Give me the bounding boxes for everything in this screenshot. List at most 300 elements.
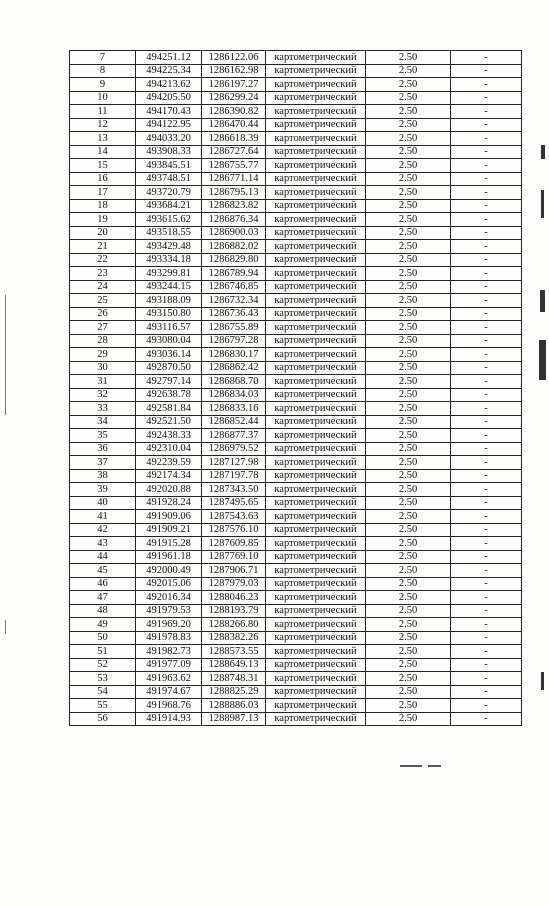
table-row <box>70 577 522 591</box>
method-cell: картометрический <box>266 51 366 65</box>
method-cell: картометрический <box>266 213 366 227</box>
y-coordinate-cell: 1286771.14 <box>202 172 266 186</box>
note-cell: - <box>451 280 522 294</box>
table-row <box>70 91 522 105</box>
note-cell: - <box>451 78 522 92</box>
accuracy-cell: 2.50 <box>366 91 451 105</box>
table-row <box>70 307 522 321</box>
table-row <box>70 618 522 632</box>
y-coordinate-cell: 1286299.24 <box>202 91 266 105</box>
point-number-cell: 56 <box>70 712 136 726</box>
y-coordinate-cell: 1286795.13 <box>202 186 266 200</box>
x-coordinate-cell: 494205.50 <box>136 91 202 105</box>
method-cell: картометрический <box>266 631 366 645</box>
y-coordinate-cell: 1286746.85 <box>202 280 266 294</box>
scan-mark <box>5 295 6 415</box>
table-row <box>70 564 522 578</box>
x-coordinate-cell: 493684.21 <box>136 199 202 213</box>
table-row <box>70 402 522 416</box>
method-cell: картометрический <box>266 456 366 470</box>
x-coordinate-cell: 494213.62 <box>136 78 202 92</box>
point-number-cell: 30 <box>70 361 136 375</box>
y-coordinate-cell: 1286868.70 <box>202 375 266 389</box>
coordinates-table <box>69 50 522 726</box>
y-coordinate-cell: 1286797.28 <box>202 334 266 348</box>
point-number-cell: 14 <box>70 145 136 159</box>
table-row <box>70 469 522 483</box>
note-cell: - <box>451 91 522 105</box>
x-coordinate-cell: 492581.84 <box>136 402 202 416</box>
table-row <box>70 118 522 132</box>
x-coordinate-cell: 491974.67 <box>136 685 202 699</box>
accuracy-cell: 2.50 <box>366 510 451 524</box>
table-row <box>70 253 522 267</box>
method-cell: картометрический <box>266 712 366 726</box>
y-coordinate-cell: 1287609.85 <box>202 537 266 551</box>
scan-mark <box>400 765 422 767</box>
table-row <box>70 375 522 389</box>
y-coordinate-cell: 1286618.39 <box>202 132 266 146</box>
point-number-cell: 45 <box>70 564 136 578</box>
note-cell: - <box>451 577 522 591</box>
accuracy-cell: 2.50 <box>366 415 451 429</box>
table-row <box>70 213 522 227</box>
accuracy-cell: 2.50 <box>366 51 451 65</box>
method-cell: картометрический <box>266 429 366 443</box>
y-coordinate-cell: 1286727.64 <box>202 145 266 159</box>
x-coordinate-cell: 493615.62 <box>136 213 202 227</box>
note-cell: - <box>451 334 522 348</box>
method-cell: картометрический <box>266 658 366 672</box>
x-coordinate-cell: 493299.81 <box>136 267 202 281</box>
accuracy-cell: 2.50 <box>366 564 451 578</box>
note-cell: - <box>451 658 522 672</box>
y-coordinate-cell: 1286862.42 <box>202 361 266 375</box>
y-coordinate-cell: 1287495.65 <box>202 496 266 510</box>
method-cell: картометрический <box>266 442 366 456</box>
note-cell: - <box>451 213 522 227</box>
note-cell: - <box>451 321 522 335</box>
point-number-cell: 26 <box>70 307 136 321</box>
method-cell: картометрический <box>266 483 366 497</box>
note-cell: - <box>451 132 522 146</box>
accuracy-cell: 2.50 <box>366 429 451 443</box>
point-number-cell: 46 <box>70 577 136 591</box>
method-cell: картометрический <box>266 280 366 294</box>
method-cell: картометрический <box>266 496 366 510</box>
y-coordinate-cell: 1288748.31 <box>202 672 266 686</box>
note-cell: - <box>451 456 522 470</box>
method-cell: картометрический <box>266 672 366 686</box>
y-coordinate-cell: 1286979.52 <box>202 442 266 456</box>
accuracy-cell: 2.50 <box>366 361 451 375</box>
x-coordinate-cell: 493720.79 <box>136 186 202 200</box>
point-number-cell: 13 <box>70 132 136 146</box>
note-cell: - <box>451 712 522 726</box>
accuracy-cell: 2.50 <box>366 712 451 726</box>
y-coordinate-cell: 1288573.55 <box>202 645 266 659</box>
x-coordinate-cell: 493518.55 <box>136 226 202 240</box>
method-cell: картометрический <box>266 199 366 213</box>
table-row <box>70 631 522 645</box>
x-coordinate-cell: 491928.24 <box>136 496 202 510</box>
note-cell: - <box>451 294 522 308</box>
y-coordinate-cell: 1286876.34 <box>202 213 266 227</box>
y-coordinate-cell: 1286900.03 <box>202 226 266 240</box>
accuracy-cell: 2.50 <box>366 550 451 564</box>
table-row <box>70 699 522 713</box>
method-cell: картометрический <box>266 699 366 713</box>
accuracy-cell: 2.50 <box>366 645 451 659</box>
point-number-cell: 39 <box>70 483 136 497</box>
method-cell: картометрический <box>266 294 366 308</box>
y-coordinate-cell: 1286877.37 <box>202 429 266 443</box>
scan-mark <box>428 765 441 767</box>
method-cell: картометрический <box>266 78 366 92</box>
scan-mark <box>541 145 545 159</box>
note-cell: - <box>451 483 522 497</box>
table-row <box>70 51 522 65</box>
note-cell: - <box>451 118 522 132</box>
x-coordinate-cell: 494251.12 <box>136 51 202 65</box>
note-cell: - <box>451 550 522 564</box>
y-coordinate-cell: 1288266.80 <box>202 618 266 632</box>
note-cell: - <box>451 699 522 713</box>
accuracy-cell: 2.50 <box>366 159 451 173</box>
point-number-cell: 36 <box>70 442 136 456</box>
point-number-cell: 19 <box>70 213 136 227</box>
accuracy-cell: 2.50 <box>366 240 451 254</box>
table-row <box>70 186 522 200</box>
table-row <box>70 105 522 119</box>
note-cell: - <box>451 469 522 483</box>
method-cell: картометрический <box>266 388 366 402</box>
x-coordinate-cell: 492016.34 <box>136 591 202 605</box>
accuracy-cell: 2.50 <box>366 307 451 321</box>
note-cell: - <box>451 631 522 645</box>
note-cell: - <box>451 685 522 699</box>
method-cell: картометрический <box>266 321 366 335</box>
table-row <box>70 523 522 537</box>
accuracy-cell: 2.50 <box>366 483 451 497</box>
x-coordinate-cell: 491915.28 <box>136 537 202 551</box>
point-number-cell: 35 <box>70 429 136 443</box>
method-cell: картометрический <box>266 550 366 564</box>
accuracy-cell: 2.50 <box>366 294 451 308</box>
x-coordinate-cell: 493188.09 <box>136 294 202 308</box>
point-number-cell: 28 <box>70 334 136 348</box>
note-cell: - <box>451 64 522 78</box>
method-cell: картометрический <box>266 118 366 132</box>
table-row <box>70 442 522 456</box>
point-number-cell: 34 <box>70 415 136 429</box>
note-cell: - <box>451 253 522 267</box>
accuracy-cell: 2.50 <box>366 213 451 227</box>
method-cell: картометрический <box>266 361 366 375</box>
point-number-cell: 47 <box>70 591 136 605</box>
note-cell: - <box>451 172 522 186</box>
x-coordinate-cell: 491961.18 <box>136 550 202 564</box>
x-coordinate-cell: 493116.57 <box>136 321 202 335</box>
x-coordinate-cell: 491978.83 <box>136 631 202 645</box>
y-coordinate-cell: 1288046.23 <box>202 591 266 605</box>
table-row <box>70 550 522 564</box>
accuracy-cell: 2.50 <box>366 631 451 645</box>
y-coordinate-cell: 1286823.82 <box>202 199 266 213</box>
note-cell: - <box>451 361 522 375</box>
table-row <box>70 429 522 443</box>
y-coordinate-cell: 1288825.29 <box>202 685 266 699</box>
accuracy-cell: 2.50 <box>366 685 451 699</box>
x-coordinate-cell: 491977.09 <box>136 658 202 672</box>
accuracy-cell: 2.50 <box>366 64 451 78</box>
y-coordinate-cell: 1288193.79 <box>202 604 266 618</box>
note-cell: - <box>451 145 522 159</box>
point-number-cell: 29 <box>70 348 136 362</box>
x-coordinate-cell: 494033.20 <box>136 132 202 146</box>
method-cell: картометрический <box>266 240 366 254</box>
note-cell: - <box>451 442 522 456</box>
table-row <box>70 132 522 146</box>
scan-mark <box>541 190 544 218</box>
table-row <box>70 159 522 173</box>
accuracy-cell: 2.50 <box>366 132 451 146</box>
accuracy-cell: 2.50 <box>366 105 451 119</box>
point-number-cell: 20 <box>70 226 136 240</box>
x-coordinate-cell: 494122.95 <box>136 118 202 132</box>
point-number-cell: 41 <box>70 510 136 524</box>
note-cell: - <box>451 537 522 551</box>
scan-mark <box>541 672 544 690</box>
y-coordinate-cell: 1287197.78 <box>202 469 266 483</box>
accuracy-cell: 2.50 <box>366 172 451 186</box>
x-coordinate-cell: 491969.20 <box>136 618 202 632</box>
x-coordinate-cell: 493334.18 <box>136 253 202 267</box>
note-cell: - <box>451 307 522 321</box>
note-cell: - <box>451 267 522 281</box>
table-row <box>70 645 522 659</box>
x-coordinate-cell: 492870.50 <box>136 361 202 375</box>
point-number-cell: 7 <box>70 51 136 65</box>
note-cell: - <box>451 348 522 362</box>
accuracy-cell: 2.50 <box>366 334 451 348</box>
accuracy-cell: 2.50 <box>366 348 451 362</box>
point-number-cell: 44 <box>70 550 136 564</box>
method-cell: картометрический <box>266 307 366 321</box>
note-cell: - <box>451 388 522 402</box>
y-coordinate-cell: 1288649.13 <box>202 658 266 672</box>
method-cell: картометрический <box>266 523 366 537</box>
point-number-cell: 27 <box>70 321 136 335</box>
x-coordinate-cell: 492521.50 <box>136 415 202 429</box>
point-number-cell: 8 <box>70 64 136 78</box>
y-coordinate-cell: 1287576.10 <box>202 523 266 537</box>
table-row <box>70 78 522 92</box>
x-coordinate-cell: 491982.73 <box>136 645 202 659</box>
method-cell: картометрический <box>266 645 366 659</box>
point-number-cell: 38 <box>70 469 136 483</box>
y-coordinate-cell: 1286736.43 <box>202 307 266 321</box>
method-cell: картометрический <box>266 577 366 591</box>
accuracy-cell: 2.50 <box>366 523 451 537</box>
x-coordinate-cell: 492438.33 <box>136 429 202 443</box>
accuracy-cell: 2.50 <box>366 78 451 92</box>
point-number-cell: 52 <box>70 658 136 672</box>
x-coordinate-cell: 492015.06 <box>136 577 202 591</box>
table-row <box>70 267 522 281</box>
note-cell: - <box>451 645 522 659</box>
x-coordinate-cell: 492239.59 <box>136 456 202 470</box>
accuracy-cell: 2.50 <box>366 186 451 200</box>
y-coordinate-cell: 1286834.03 <box>202 388 266 402</box>
x-coordinate-cell: 492797.14 <box>136 375 202 389</box>
note-cell: - <box>451 240 522 254</box>
x-coordinate-cell: 491968.76 <box>136 699 202 713</box>
point-number-cell: 37 <box>70 456 136 470</box>
y-coordinate-cell: 1286789.94 <box>202 267 266 281</box>
note-cell: - <box>451 618 522 632</box>
table-row <box>70 321 522 335</box>
point-number-cell: 18 <box>70 199 136 213</box>
x-coordinate-cell: 491909.21 <box>136 523 202 537</box>
table-row <box>70 361 522 375</box>
table-row <box>70 496 522 510</box>
note-cell: - <box>451 604 522 618</box>
note-cell: - <box>451 564 522 578</box>
table-row <box>70 348 522 362</box>
method-cell: картометрический <box>266 604 366 618</box>
point-number-cell: 50 <box>70 631 136 645</box>
y-coordinate-cell: 1286829.80 <box>202 253 266 267</box>
point-number-cell: 15 <box>70 159 136 173</box>
x-coordinate-cell: 493036.14 <box>136 348 202 362</box>
accuracy-cell: 2.50 <box>366 199 451 213</box>
scan-mark <box>539 340 546 380</box>
method-cell: картометрический <box>266 159 366 173</box>
table-row <box>70 591 522 605</box>
method-cell: картометрический <box>266 618 366 632</box>
point-number-cell: 10 <box>70 91 136 105</box>
method-cell: картометрический <box>266 591 366 605</box>
x-coordinate-cell: 491963.62 <box>136 672 202 686</box>
y-coordinate-cell: 1286755.77 <box>202 159 266 173</box>
y-coordinate-cell: 1287343.50 <box>202 483 266 497</box>
point-number-cell: 51 <box>70 645 136 659</box>
x-coordinate-cell: 492174.34 <box>136 469 202 483</box>
table-row <box>70 240 522 254</box>
y-coordinate-cell: 1286833.16 <box>202 402 266 416</box>
note-cell: - <box>451 51 522 65</box>
method-cell: картометрический <box>266 145 366 159</box>
x-coordinate-cell: 493429.48 <box>136 240 202 254</box>
method-cell: картометрический <box>266 537 366 551</box>
accuracy-cell: 2.50 <box>366 321 451 335</box>
note-cell: - <box>451 105 522 119</box>
point-number-cell: 12 <box>70 118 136 132</box>
x-coordinate-cell: 492020.88 <box>136 483 202 497</box>
table-row <box>70 658 522 672</box>
note-cell: - <box>451 199 522 213</box>
x-coordinate-cell: 493748.51 <box>136 172 202 186</box>
point-number-cell: 42 <box>70 523 136 537</box>
point-number-cell: 32 <box>70 388 136 402</box>
note-cell: - <box>451 510 522 524</box>
method-cell: картометрический <box>266 334 366 348</box>
x-coordinate-cell: 494170.43 <box>136 105 202 119</box>
point-number-cell: 40 <box>70 496 136 510</box>
method-cell: картометрический <box>266 564 366 578</box>
x-coordinate-cell: 494225.34 <box>136 64 202 78</box>
accuracy-cell: 2.50 <box>366 253 451 267</box>
table-row <box>70 456 522 470</box>
x-coordinate-cell: 493080.04 <box>136 334 202 348</box>
table-row <box>70 64 522 78</box>
accuracy-cell: 2.50 <box>366 267 451 281</box>
point-number-cell: 54 <box>70 685 136 699</box>
accuracy-cell: 2.50 <box>366 591 451 605</box>
y-coordinate-cell: 1287127.98 <box>202 456 266 470</box>
point-number-cell: 31 <box>70 375 136 389</box>
note-cell: - <box>451 429 522 443</box>
x-coordinate-cell: 493845.51 <box>136 159 202 173</box>
accuracy-cell: 2.50 <box>366 604 451 618</box>
point-number-cell: 55 <box>70 699 136 713</box>
accuracy-cell: 2.50 <box>366 699 451 713</box>
note-cell: - <box>451 523 522 537</box>
point-number-cell: 53 <box>70 672 136 686</box>
accuracy-cell: 2.50 <box>366 496 451 510</box>
point-number-cell: 49 <box>70 618 136 632</box>
coordinates-table-body <box>70 51 522 726</box>
y-coordinate-cell: 1287979.03 <box>202 577 266 591</box>
table-row <box>70 145 522 159</box>
note-cell: - <box>451 591 522 605</box>
method-cell: картометрический <box>266 91 366 105</box>
x-coordinate-cell: 493150.80 <box>136 307 202 321</box>
y-coordinate-cell: 1287543.63 <box>202 510 266 524</box>
method-cell: картометрический <box>266 402 366 416</box>
accuracy-cell: 2.50 <box>366 145 451 159</box>
y-coordinate-cell: 1286197.27 <box>202 78 266 92</box>
point-number-cell: 33 <box>70 402 136 416</box>
method-cell: картометрический <box>266 685 366 699</box>
table-row <box>70 388 522 402</box>
accuracy-cell: 2.50 <box>366 469 451 483</box>
table-row <box>70 510 522 524</box>
accuracy-cell: 2.50 <box>366 280 451 294</box>
y-coordinate-cell: 1288382.26 <box>202 631 266 645</box>
y-coordinate-cell: 1286852.44 <box>202 415 266 429</box>
point-number-cell: 43 <box>70 537 136 551</box>
x-coordinate-cell: 491914.93 <box>136 712 202 726</box>
method-cell: картометрический <box>266 64 366 78</box>
y-coordinate-cell: 1288987.13 <box>202 712 266 726</box>
point-number-cell: 23 <box>70 267 136 281</box>
point-number-cell: 22 <box>70 253 136 267</box>
table-row <box>70 226 522 240</box>
scan-mark <box>5 620 6 634</box>
x-coordinate-cell: 492000.49 <box>136 564 202 578</box>
x-coordinate-cell: 491979.53 <box>136 604 202 618</box>
note-cell: - <box>451 402 522 416</box>
accuracy-cell: 2.50 <box>366 672 451 686</box>
y-coordinate-cell: 1286882.02 <box>202 240 266 254</box>
table-row <box>70 685 522 699</box>
accuracy-cell: 2.50 <box>366 375 451 389</box>
table-row <box>70 712 522 726</box>
method-cell: картометрический <box>266 186 366 200</box>
accuracy-cell: 2.50 <box>366 402 451 416</box>
